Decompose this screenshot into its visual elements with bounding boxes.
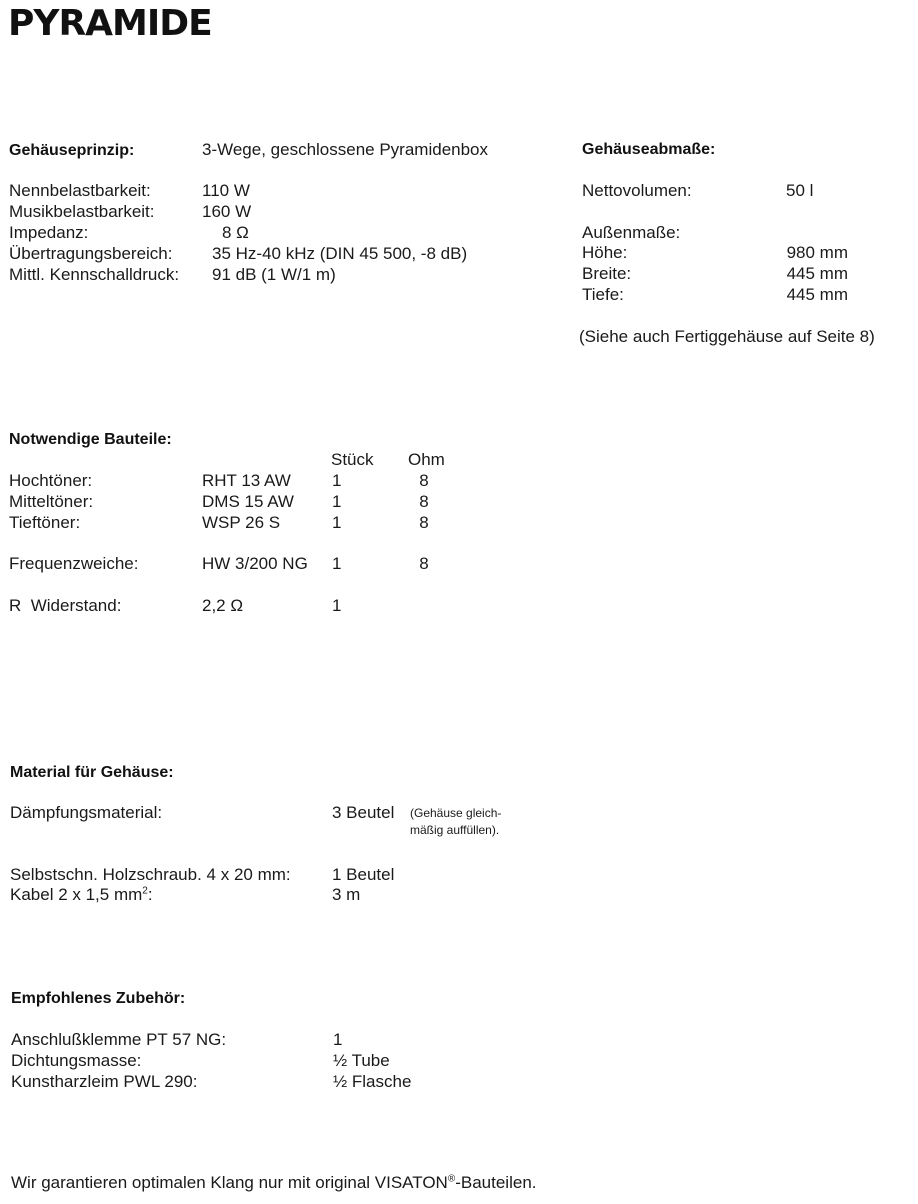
accessory-label: Kunstharzleim PWL 290: (11, 1072, 198, 1091)
footer-text-end: -Bauteilen. (455, 1173, 537, 1192)
parts-column-qty: Stück (331, 450, 374, 469)
part-model: HW 3/200 NG (202, 554, 308, 573)
principle-label: Gehäuseprinzip: (9, 142, 135, 159)
part-qty: 1 (332, 492, 342, 511)
footer-text: Wir garantieren optimalen Klang nur mit original VISATON (11, 1173, 448, 1192)
cable-label (10, 884, 153, 905)
dimension-value: 980 mm (786, 243, 848, 262)
part-label: Frequenzweiche: (9, 554, 139, 573)
spec-label: Übertragungsbereich: (9, 244, 173, 263)
part-ohm: 8 (419, 471, 429, 490)
registered-mark: ® (447, 1173, 456, 1185)
dimension-label: Höhe: (582, 243, 628, 262)
net-volume-label: Nettovolumen: (582, 181, 692, 200)
part-ohm: 8 (419, 513, 429, 532)
spec-label: Impedanz: (9, 223, 89, 242)
spec-value: 160 W (202, 202, 252, 221)
cable-value: 3 m (332, 885, 361, 904)
part-label: Mitteltöner: (9, 492, 94, 511)
cable-label-superscript: 2 (142, 885, 148, 897)
spec-value: 8 Ω (222, 223, 249, 242)
accessory-value: ½ Tube (333, 1051, 390, 1070)
screws-label: Selbstschn. Holzschraub. 4 x 20 mm: (10, 865, 291, 884)
accessory-value: ½ Flasche (333, 1072, 412, 1091)
spec-value: 35 Hz-40 kHz (DIN 45 500, -8 dB) (212, 244, 468, 263)
part-label: Tieftöner: (9, 513, 81, 532)
parts-heading: Notwendige Bauteile: (9, 431, 172, 448)
spec-value: 91 dB (1 W/1 m) (212, 265, 336, 284)
spec-label: Mittl. Kennschalldruck: (9, 265, 180, 284)
cable-label-text: Kabel 2 x 1,5 mm (10, 885, 143, 904)
spec-label: Musikbelastbarkeit: (9, 202, 155, 221)
dimension-label: Tiefe: (582, 285, 624, 304)
damping-note: (Gehäuse gleich- (410, 806, 502, 820)
part-qty: 1 (332, 554, 342, 573)
part-model: DMS 15 AW (202, 492, 294, 511)
part-qty: 1 (332, 596, 342, 615)
dimensions-heading: Gehäuseabmaße: (582, 141, 716, 158)
part-label: R Widerstand: (9, 596, 122, 615)
part-model: RHT 13 AW (202, 471, 291, 490)
spec-value: 110 W (202, 181, 250, 200)
cable-label-colon: : (147, 885, 153, 904)
screws-value: 1 Beutel (332, 865, 395, 884)
principle-value: 3-Wege, geschlossene Pyramidenbox (202, 140, 489, 159)
accessories-heading: Empfohlenes Zubehör: (11, 990, 186, 1007)
part-ohm: 8 (419, 554, 429, 573)
part-model: WSP 26 S (202, 513, 281, 532)
damping-note: mäßig auffüllen). (410, 823, 500, 837)
dimensions-note: (Siehe auch Fertiggehäuse auf Seite 8) (579, 327, 875, 346)
page-title: PYRAMIDE (8, 3, 212, 44)
accessory-value: 1 (333, 1030, 343, 1049)
dimension-value: 445 mm (786, 264, 848, 283)
dimension-value: 445 mm (786, 285, 848, 304)
net-volume-value: 50 l (786, 181, 814, 200)
dimension-label: Breite: (582, 264, 632, 283)
part-ohm: 8 (419, 492, 429, 511)
accessory-label: Dichtungsmasse: (11, 1051, 142, 1070)
spec-label: Nennbelastbarkeit: (9, 181, 151, 200)
parts-column-ohm: Ohm (408, 450, 445, 469)
outer-dimensions-label: Außenmaße: (582, 223, 681, 242)
damping-label: Dämpfungsmaterial: (10, 803, 163, 822)
part-model: 2,2 Ω (202, 596, 244, 615)
part-label: Hochtöner: (9, 471, 93, 490)
damping-value: 3 Beutel (332, 803, 395, 822)
accessory-label: Anschlußklemme PT 57 NG: (11, 1030, 227, 1049)
material-heading: Material für Gehäuse: (10, 764, 174, 781)
part-qty: 1 (332, 513, 342, 532)
part-qty: 1 (332, 471, 342, 490)
footer-note (11, 1172, 537, 1193)
